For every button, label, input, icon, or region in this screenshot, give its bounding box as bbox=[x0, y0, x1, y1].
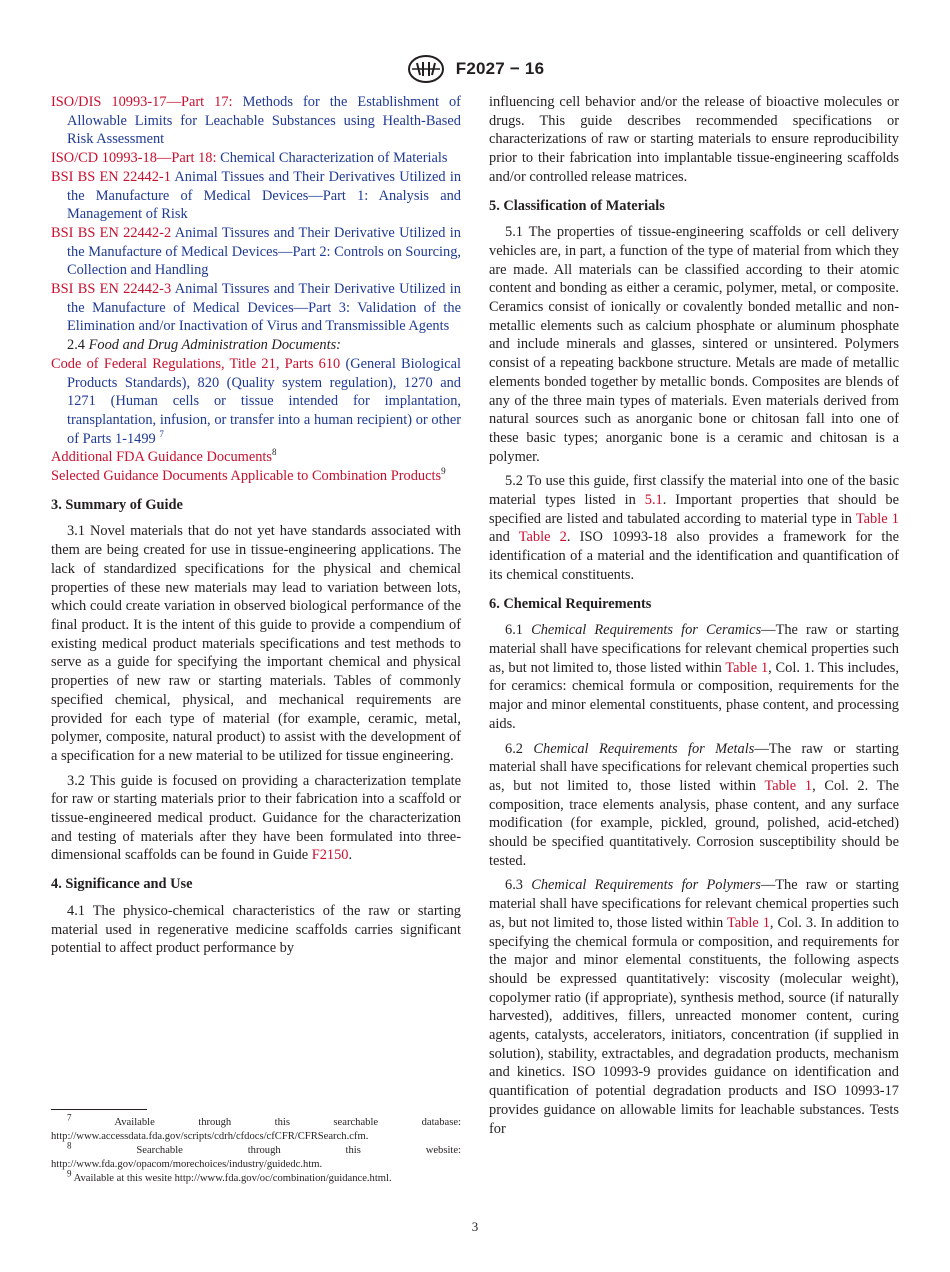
reference-title-link[interactable]: Methods for the Establishment of Allowable Limits for Leachable Substances using Health-Based Risk Assessment bbox=[67, 94, 461, 148]
table-1-link[interactable]: Table 1 bbox=[725, 659, 769, 676]
paragraph-3-1: 3.1 Novel materials that do not yet have standards associated with them are being created for use in tissue-engineering applications. The lack of standardized specifications for the physical and chemical properties of these new materials may lead to variation between lots, which could create variation in observed biological performance of the final product. It is the intent of this guide to provide a compendium of existing medical product materials specifications and test methods to serve as a guide for specifying the important chemical and physical properties of new raw or starting materials. Tables of commonly specified chemical, physical, and mechanical requirements are provided for each type of material (for example, ceramic, metal, polymer, composite, natural product) to assist with the development of a specification for a new material to be utilized for tissue engineering. bbox=[51, 523, 461, 764]
left-column bbox=[51, 93, 461, 958]
astm-logo-icon bbox=[406, 54, 446, 84]
footnote-ref-9[interactable]: 9 bbox=[441, 466, 446, 477]
combination-link[interactable]: Selected Guidance Documents Applicable to Combination Products bbox=[51, 468, 442, 485]
paragraph-title: Chemical Requirements for Metals bbox=[533, 740, 755, 757]
paragraph-text: —The raw or starting material shall have specifications for relevant chemical properties such as, but not limited to, those listed within bbox=[489, 877, 900, 931]
section-number: 2.4 bbox=[67, 337, 85, 354]
reference-title-link[interactable]: Chemical Characterization of Materials bbox=[220, 150, 448, 167]
footnote-text: Available at this wesite http://www.fda.gov/oc/combination/guidance.html. bbox=[73, 1173, 392, 1184]
reference-code-link[interactable]: BSI BS EN 22442-1 bbox=[51, 168, 171, 185]
section-6-heading: 6. Chemical Requirements bbox=[489, 595, 652, 612]
paragraph-text: . Important properties that should be specified are listed and tabulated according to material type in bbox=[489, 492, 899, 527]
footnote-divider bbox=[51, 1109, 147, 1110]
table-1-link[interactable]: Table 1 bbox=[726, 914, 770, 931]
footnote-number: 9 bbox=[67, 1168, 72, 1179]
footnote-ref-7[interactable]: 7 bbox=[159, 428, 164, 439]
reference-title-link[interactable]: Animal Tissures and Their Derivative Utilized in the Manufacture of Medical Devices—Part 2: Controls on Sourcing, Collection and Handling bbox=[67, 224, 461, 279]
guide-f2150-link[interactable]: F2150 bbox=[311, 847, 349, 864]
fda-reference-combination bbox=[51, 467, 461, 486]
footnote-9 bbox=[51, 1168, 461, 1186]
paragraph-4-1: 4.1 The physico-chemical characteristics of the raw or starting material used in regenerative medicine scaffolds carries significant potential to affect product performance by bbox=[51, 902, 461, 957]
paragraph-text: and bbox=[489, 529, 519, 546]
cfr-link[interactable]: Code of Federal Regulations, Title 21, Parts 610 bbox=[51, 355, 341, 372]
paragraph-4-1-continued: influencing cell behavior and/or the release of bioactive molecules or drugs. This guide describes recommended specifications or characterizations of raw or starting materials to ensure reproducibility prior to their fabrication into implantable tissue-engineering scaffolds and/or controlled release matrices. bbox=[489, 94, 899, 185]
fda-reference-guidance bbox=[51, 448, 461, 467]
page-number: 3 bbox=[471, 1219, 479, 1234]
section-4-heading: 4. Significance and Use bbox=[51, 876, 193, 893]
paragraph-text: , Col. 1. This includes, for ceramics: chemical formula or composition, requirements for the major and minor elemental constituents, phase content, and processing aids. bbox=[489, 659, 899, 732]
reference-title-link[interactable]: Animal Tissures and Their Derivative Utilized in the Manufacture of Medical Devices—Part 3: Validation of the Elimination and/or Inactivation of Virus and Transmissible Agents bbox=[67, 281, 461, 335]
reference-item bbox=[51, 149, 461, 168]
section-2-4-heading bbox=[51, 336, 461, 355]
footnotes bbox=[51, 1109, 461, 1187]
footnote-text: Available through this searchable database: http://www.accessdata.fda.gov/scripts/cdrh/cfdocs/cfCFR/CFRSearch.cfm. bbox=[51, 1117, 461, 1142]
reference-code-link[interactable]: ISO/CD 10993-18—Part 18: bbox=[51, 150, 217, 167]
cfr-description-link[interactable]: (General Biological Products Standards), 820 (Quality system regulation), 1270 and 1271 (Human cells or tissue intended for implantation, transplantation, infusion, or transfer into a human recipient) or other of Parts 1-1499 bbox=[67, 355, 461, 447]
section-3-heading: 3. Summary of Guide bbox=[51, 496, 183, 513]
paragraph-number: 6.1 bbox=[505, 622, 523, 639]
reference-item bbox=[51, 224, 461, 280]
paragraph-title: Chemical Requirements for Ceramics bbox=[531, 622, 762, 639]
guidance-link[interactable]: Additional FDA Guidance Documents bbox=[51, 449, 273, 466]
paragraph-end: . bbox=[348, 847, 353, 864]
section-title: Food and Drug Administration Documents: bbox=[88, 337, 341, 354]
paragraph-3-2 bbox=[51, 772, 461, 866]
paragraph-text: —The raw or starting material shall have specifications for relevant chemical properties such as, but not limited to, those listed within bbox=[489, 622, 899, 676]
paragraph-number: 6.2 bbox=[505, 740, 523, 757]
paragraph-text: , Col. 3. In addition to specifying the chemical formula or composition, and requirements for the major and minor elemental constituents, the following aspects should be expressed quantitatively: viscosity (molecular weight), copolymer ratio (if appropriate), synthesis method, source (if naturally harvested), additives, fillers, unreacted monomer content, curing agents, catalysts, accelerators, initiators, concentration (if supplied in solution), stability, extractables, and degradation products, mechanism and kinetics. ISO 10993-9 provides guidance on identification and quantification of potential degradation products and ISO 10993-17 provides guidance on allowable limits for leachable substances. Tests for bbox=[489, 914, 899, 1137]
footnote-8 bbox=[51, 1140, 461, 1171]
paragraph-5-2 bbox=[489, 472, 899, 584]
paragraph-6-3 bbox=[489, 876, 899, 1138]
paragraph-text: , Col. 2. The composition, trace elements analysis, phase content, and any surface modification (for example, pickled, ground, polished, acid-etched) should be specified quantitatively. Corrosion susceptibility should be tested. bbox=[489, 777, 900, 869]
footnote-text: Searchable through this website: http://www.fda.gov/opacom/morechoices/industry/guidedc.htm. bbox=[51, 1145, 461, 1170]
paragraph-text: . ISO 10993-18 also provides a framework for the identification of a material and the identification and quantification of its chemical constituents. bbox=[489, 529, 900, 583]
reference-code-link[interactable]: ISO/DIS 10993-17—Part 17: bbox=[51, 94, 233, 110]
paragraph-5-1: 5.1 The properties of tissue-engineering scaffolds or cell delivery vehicles are, in part, a function of the type of material from which they are made. All materials can be classified according to their atomic content and bonding as either a ceramic, polymer, metal, or composite. Ceramics consist of ionically or covalently bonded metallic and non-metallic elements such as calcium phosphate or aluminum phosphate and include minerals and glasses, sintered or unsintered. Polymers consist of a repeating backbone structure. Metals are made of metallic elements bonded together by metallic bonds. Composites are blends of any of the three main types of materials. Even materials derived from natural sources such as anorganic bone or chitosan fall into one of these basic types; anorganic bone is a ceramic and chitosan is a polymer. bbox=[489, 224, 899, 465]
paragraph-6-2 bbox=[489, 740, 899, 871]
reference-item bbox=[51, 93, 461, 149]
footnote-number: 8 bbox=[67, 1140, 72, 1151]
section-5-heading: 5. Classification of Materials bbox=[489, 197, 665, 214]
footnote-7 bbox=[51, 1112, 461, 1143]
footnote-ref-8[interactable]: 8 bbox=[272, 447, 277, 458]
reference-code-link[interactable]: BSI BS EN 22442-3 bbox=[51, 281, 172, 298]
reference-item bbox=[51, 168, 461, 224]
footnote-number: 7 bbox=[67, 1112, 72, 1123]
paragraph-text: —The raw or starting material shall have specifications for relevant chemical properties such as, but not limited to, those listed within bbox=[489, 740, 899, 794]
table-2-link[interactable]: Table 2 bbox=[518, 529, 567, 546]
document-number: F2027 − 16 bbox=[455, 59, 545, 78]
paragraph-text: 5.2 To use this guide, first classify the material into one of the basic material types listed in bbox=[489, 473, 899, 509]
fda-reference-cfr bbox=[51, 355, 461, 449]
table-1-link[interactable]: Table 1 bbox=[855, 510, 899, 527]
reference-title-link[interactable]: Animal Tissues and Their Derivatives Utilized in the Manufacture of Medical Devices—Part 1: Analysis and Management of Risk bbox=[67, 168, 462, 223]
reference-item bbox=[51, 280, 461, 336]
right-column bbox=[489, 93, 899, 1138]
paragraph-number: 6.3 bbox=[505, 877, 523, 894]
section-5-1-link[interactable]: 5.1 bbox=[644, 492, 663, 509]
reference-code-link[interactable]: BSI BS EN 22442-2 bbox=[51, 224, 172, 241]
page-header bbox=[0, 54, 950, 84]
paragraph-title: Chemical Requirements for Polymers bbox=[531, 877, 761, 894]
paragraph-6-1 bbox=[489, 621, 899, 733]
paragraph-text: 3.2 This guide is focused on providing a characterization template for raw or starting materials prior to their fabrication into a scaffold or tissue-engineered medical product. Guidance for the characterization and testing of materials after they have been formulated into three-dimensional scaffolds can be found in Guide bbox=[51, 772, 461, 864]
table-1-link[interactable]: Table 1 bbox=[764, 777, 813, 794]
